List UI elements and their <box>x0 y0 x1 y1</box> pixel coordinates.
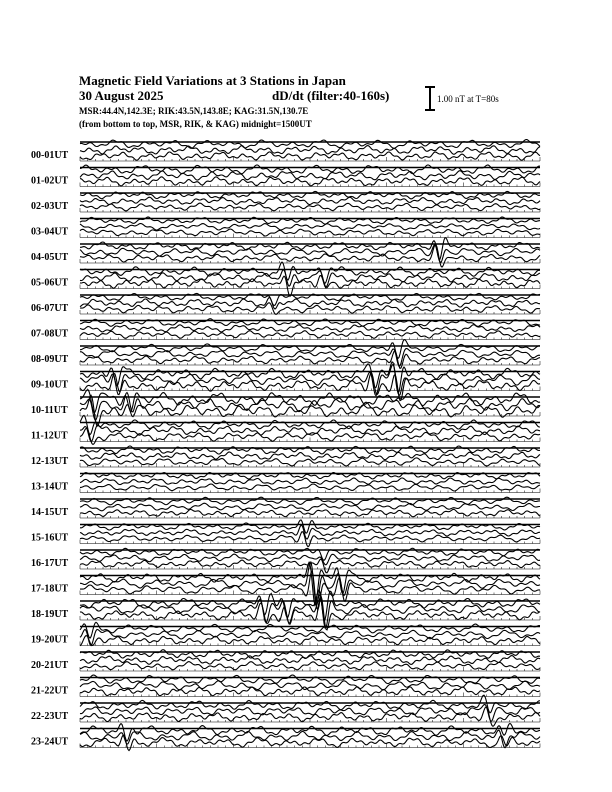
hour-label: 13-14UT <box>31 481 69 493</box>
trace-rik <box>80 478 540 485</box>
trace-rik <box>80 595 540 628</box>
scale-label: 1.00 nT at T=80s <box>437 94 499 104</box>
trace-kag <box>80 390 540 413</box>
hour-row <box>31 520 540 547</box>
hour-label: 10-11UT <box>31 405 68 416</box>
hour-row <box>31 497 540 518</box>
trace-kag <box>80 415 540 434</box>
hour-label: 03-04UT <box>31 226 69 238</box>
chart-quantity: dD/dt (filter:40-160s) <box>272 88 390 103</box>
hour-label: 07-08UT <box>31 328 69 340</box>
hour-label: 05-06UT <box>31 277 69 289</box>
station-coordinates: MSR:44.4N,142.3E; RIK:43.5N,143.8E; KAG:31.5N,130.7E <box>79 106 309 116</box>
hour-label: 12-13UT <box>31 456 69 467</box>
trace-rik <box>80 224 540 230</box>
hour-row <box>31 165 540 187</box>
hour-label: 17-18UT <box>31 583 69 595</box>
hour-row <box>31 548 540 573</box>
scale-bar <box>425 87 435 110</box>
hour-row <box>31 390 540 426</box>
hour-row <box>31 293 540 314</box>
trace-msr <box>80 245 540 268</box>
trace-kag <box>80 340 540 359</box>
trace-kag <box>80 165 540 174</box>
hour-row <box>31 415 540 444</box>
hour-label: 16-17UT <box>31 558 69 569</box>
trace-kag <box>80 238 540 260</box>
hour-label: 11-12UT <box>31 430 68 442</box>
hour-row <box>31 622 540 646</box>
hour-row <box>31 238 540 267</box>
hour-label: 18-19UT <box>31 609 69 620</box>
hour-label: 19-20UT <box>31 634 69 646</box>
hour-label: 20-21UT <box>31 660 69 671</box>
hour-row <box>31 650 540 671</box>
hour-label: 04-05UT <box>31 252 69 263</box>
trace-kag <box>80 650 540 659</box>
hour-label: 22-23UT <box>31 711 69 722</box>
hour-label: 06-07UT <box>31 303 69 314</box>
hour-row <box>31 723 540 750</box>
hour-row <box>31 695 540 726</box>
hour-label: 15-16UT <box>31 532 69 544</box>
hour-row <box>31 340 540 369</box>
hour-label: 00-01UT <box>31 150 69 161</box>
hour-label: 01-02UT <box>31 175 69 187</box>
trace-rik <box>80 171 540 180</box>
hour-row <box>31 675 540 696</box>
hour-row <box>31 191 540 212</box>
hour-row <box>31 140 540 161</box>
hour-label: 21-22UT <box>31 685 69 697</box>
hour-label: 14-15UT <box>31 507 69 518</box>
hour-label: 02-03UT <box>31 201 69 212</box>
hour-row <box>31 446 540 467</box>
hour-row <box>31 473 540 493</box>
trace-rik <box>80 197 540 204</box>
hour-label: 08-09UT <box>31 354 69 365</box>
hour-row <box>31 262 540 296</box>
hour-row <box>31 319 540 340</box>
trace-kag <box>80 140 540 149</box>
trace-rik <box>80 364 540 395</box>
trace-rik <box>80 146 540 155</box>
hour-label: 23-24UT <box>31 736 69 748</box>
hour-row <box>31 217 540 238</box>
hour-label: 09-10UT <box>31 379 69 391</box>
chart-date: 30 August 2025 <box>79 88 164 103</box>
station-order-note: (from bottom to top, MSR, RIK, & KAG) midnight=1500UT <box>79 119 312 129</box>
hour-row <box>31 590 540 630</box>
trace-kag <box>80 675 540 684</box>
trace-rik <box>80 503 540 511</box>
chart-title: Magnetic Field Variations at 3 Stations in Japan <box>79 73 346 88</box>
